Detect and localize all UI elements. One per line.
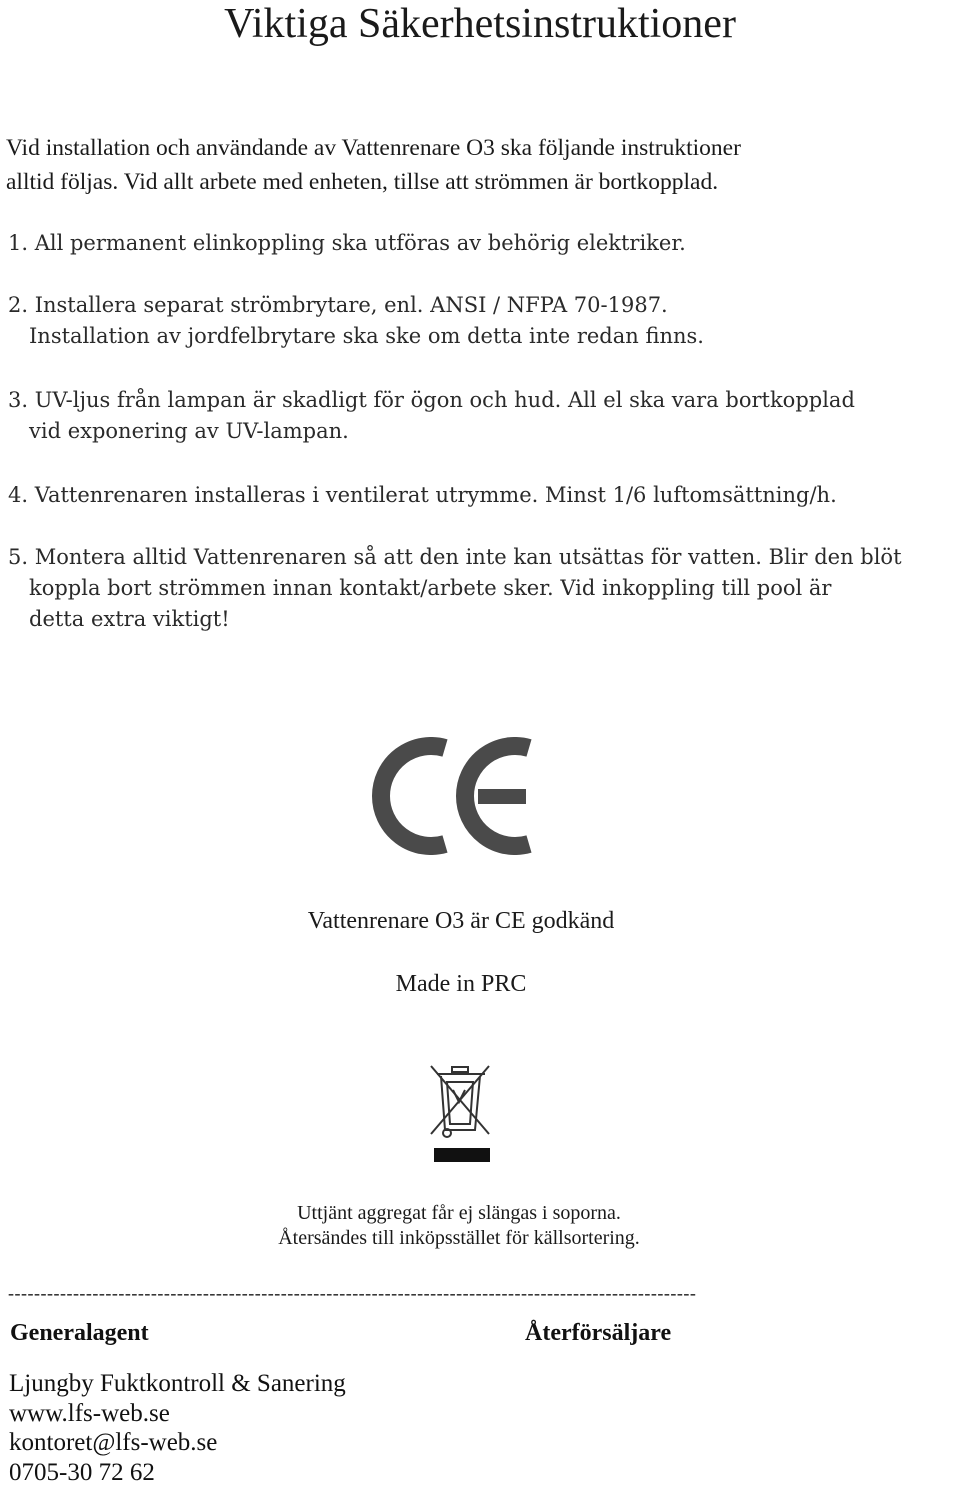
instruction-3 — [8, 385, 958, 447]
made-in-label: Made in PRC — [395, 971, 527, 997]
phone-number: 0705-30 72 62 — [9, 1458, 155, 1486]
dashed-separator: ---------------------------------------------------------------------------------------------------------- — [8, 1283, 697, 1303]
weee-crossed-bin-icon — [425, 1062, 495, 1170]
intro-line: alltid följas. Vid allt arbete med enheten, tillse att strömmen är bortkopplad. — [6, 169, 719, 195]
disposal-note-line: Uttjänt aggregat får ej slängas i soporna. — [297, 1202, 621, 1224]
instruction-text: 1. All permanent elinkoppling ska utföras av behörig elektriker. — [8, 231, 686, 255]
instruction-text: 4. Vattenrenaren installeras i ventilerat utrymme. Minst 1/6 luftomsättning/h. — [8, 483, 837, 507]
ce-statement: Vattenrenare O3 är CE godkänd — [307, 908, 615, 934]
instruction-1 — [8, 228, 958, 259]
website-link[interactable]: www.lfs-web.se — [9, 1399, 170, 1427]
instruction-text: vid exponering av UV-lampan. — [29, 419, 349, 443]
email-link[interactable]: kontoret@lfs-web.se — [9, 1429, 218, 1456]
intro-paragraph — [6, 131, 946, 199]
intro-line: Vid installation och användande av Vattenrenare O3 ska följande instruktioner — [6, 135, 741, 161]
instruction-text: Installation av jordfelbrytare ska ske om detta inte redan finns. — [29, 324, 704, 348]
instruction-text: 2. Installera separat strömbrytare, enl. ANSI / NFPA 70-1987. — [8, 293, 668, 317]
instruction-text: 5. Montera alltid Vattenrenaren så att den inte kan utsättas för vatten. Blir den blöt — [8, 545, 902, 569]
company-name: Ljungby Fuktkontroll & Sanering — [9, 1370, 346, 1397]
instruction-5 — [8, 542, 958, 635]
instruction-text: koppla bort strömmen innan kontakt/arbete sker. Vid inkoppling till pool är — [29, 576, 832, 600]
general-agent-heading: Generalagent — [10, 1320, 149, 1346]
instruction-4 — [8, 480, 958, 511]
ce-mark-icon — [366, 737, 534, 859]
instruction-text: 3. UV-ljus från lampan är skadligt för ögon och hud. All el ska vara bortkopplad — [8, 388, 855, 412]
instruction-text: detta extra viktigt! — [29, 607, 230, 631]
disposal-note-line: Återsändes till inköpsstället för källsortering. — [278, 1227, 640, 1249]
reseller-heading: Återförsäljare — [525, 1320, 672, 1346]
disposal-note — [0, 1201, 918, 1251]
instruction-2 — [8, 290, 958, 352]
page-title: Viktiga Säkerhetsinstruktioner — [224, 1, 736, 47]
contact-block — [9, 1369, 346, 1487]
